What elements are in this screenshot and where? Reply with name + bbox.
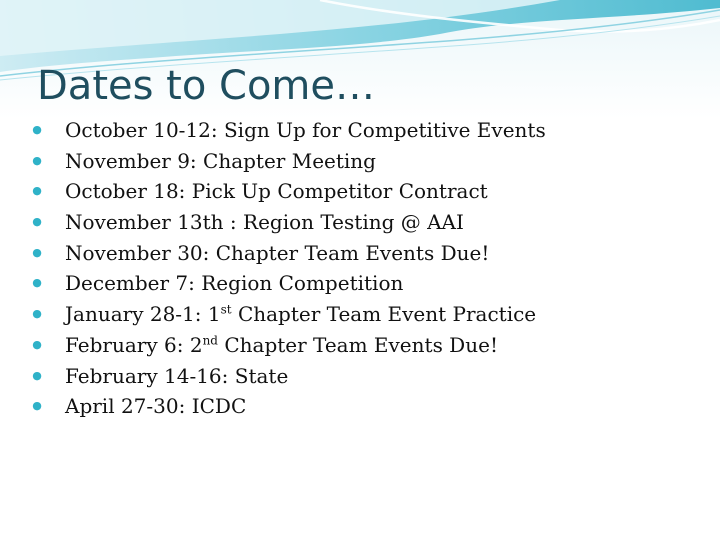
list-item-text: December 7: Region Competition bbox=[65, 271, 404, 296]
list-item-text: November 30: Chapter Team Events Due! bbox=[65, 240, 490, 265]
bullet-icon: ● bbox=[32, 123, 42, 136]
list-item bbox=[22, 330, 546, 361]
list-item bbox=[22, 115, 546, 146]
list-item-text: November 13th : Region Testing @ AAI bbox=[65, 210, 464, 235]
list-item-text: February 6: 2 bbox=[65, 332, 203, 357]
bullet-icon: ● bbox=[32, 307, 42, 321]
dates-list bbox=[22, 115, 546, 422]
list-item bbox=[22, 146, 546, 177]
list-item bbox=[22, 238, 546, 269]
list-item bbox=[22, 207, 546, 238]
list-item-text: January 28-1: 1 bbox=[65, 302, 221, 327]
bullet-icon: ● bbox=[32, 276, 42, 290]
ordinal-suffix: nd bbox=[202, 333, 218, 348]
list-item-text: October 10-12: Sign Up for Competitive Events bbox=[65, 118, 546, 142]
ordinal-suffix: st bbox=[220, 302, 232, 317]
list-item-text: Chapter Team Event Practice bbox=[231, 302, 537, 327]
list-item-text: October 18: Pick Up Competitor Contract bbox=[65, 179, 488, 204]
list-item bbox=[22, 299, 546, 330]
bullet-icon: ● bbox=[32, 215, 42, 229]
list-item-text: April 27-30: ICDC bbox=[65, 394, 247, 419]
list-item-text: Chapter Team Events Due! bbox=[217, 332, 498, 357]
bullet-icon: ● bbox=[32, 245, 42, 259]
list-item bbox=[22, 176, 546, 207]
bullet-icon: ● bbox=[32, 399, 42, 413]
list-item bbox=[22, 391, 546, 422]
list-item bbox=[22, 268, 546, 299]
bullet-icon: ● bbox=[32, 337, 42, 351]
bullet-icon: ● bbox=[32, 368, 42, 382]
list-item-text: February 14-16: State bbox=[65, 363, 289, 388]
bullet-icon: ● bbox=[32, 184, 42, 198]
list-item-text: November 9: Chapter Meeting bbox=[65, 148, 376, 173]
list-item bbox=[22, 361, 546, 392]
slide-title: Dates to Come… bbox=[37, 63, 376, 109]
bullet-icon: ● bbox=[32, 153, 42, 167]
